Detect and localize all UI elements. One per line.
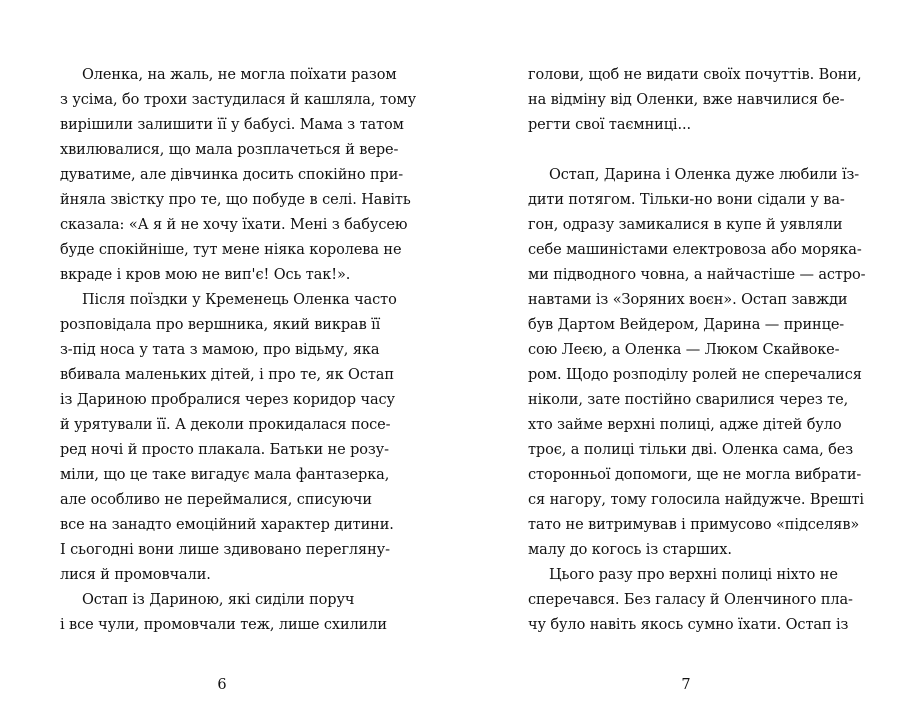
page-number: 7 xyxy=(681,677,691,693)
text-line: регти свої таємниці... xyxy=(528,117,691,133)
text-line: і все чули, промовчали теж, лише схилили xyxy=(60,617,387,633)
text-line: сперечався. Без галасу й Оленчиного пла- xyxy=(528,592,853,608)
text-line: сторонньої допомоги, ще не могла вибрати- xyxy=(528,467,862,483)
text-line: троє, а полиці тільки дві. Оленка сама, без xyxy=(528,442,854,458)
text-line: із Дариною пробралися через коридор часу xyxy=(60,392,395,408)
text-line: лися й промовчали. xyxy=(60,567,211,583)
text-line: вкраде і кров мою не вип'є! Ось так!». xyxy=(60,267,351,283)
text-line: сказала: «А я й не хочу їхати. Мені з бабусею xyxy=(60,217,408,233)
text-line: хто займе верхні полиці, адже дітей було xyxy=(528,417,842,433)
text-line: чу було навіть якось сумно їхати. Остап із xyxy=(528,617,849,633)
text-line: міли, що це таке вигадує мала фантазерка, xyxy=(60,467,390,483)
text-line: тато не витримував і примусово «підселяв» xyxy=(528,517,860,533)
text-line: ся нагору, тому голосила найдужче. Врешті xyxy=(528,492,864,508)
text-line: Остап із Дариною, які сиділи поруч xyxy=(82,592,355,608)
text-line: дуватиме, але дівчинка досить спокійно при- xyxy=(60,167,404,183)
page-number: 6 xyxy=(217,677,227,693)
text-line: йняла звістку про те, що побуде в селі. Навіть xyxy=(60,192,411,208)
text-line: був Дартом Вейдером, Дарина — принце- xyxy=(528,317,845,333)
text-line: розповідала про вершника, який викрав її xyxy=(60,317,381,333)
text-line: ред ночі й просто плакала. Батьки не розу- xyxy=(60,442,389,458)
text-line: але особливо не переймалися, списуючи xyxy=(60,492,372,508)
text-line: Цього разу про верхні полиці ніхто не xyxy=(549,567,838,583)
text-line: себе машиністами електровоза або моряка- xyxy=(528,242,862,258)
text-line: на відміну від Оленки, вже навчилися бе- xyxy=(528,92,845,108)
text-line: Після поїздки у Кременець Оленка часто xyxy=(82,292,397,308)
text-line: буде спокійніше, тут мене ніяка королева не xyxy=(60,242,402,258)
text-line: гон, одразу замикалися в купе й уявляли xyxy=(528,217,843,233)
text-line: вирішили залишити її у бабусі. Мама з татом xyxy=(60,117,404,133)
right-page xyxy=(454,0,908,721)
text-line: з усіма, бо трохи застудилася й кашляла, тому xyxy=(60,92,417,108)
text-line: ми підводного човна, а найчастіше — астро- xyxy=(528,267,866,283)
text-line: хвилювалися, що мала розплачеться й вере- xyxy=(60,142,399,158)
text-line: все на занадто емоційний характер дитини. xyxy=(60,517,394,533)
text-line: ніколи, зате постійно сварилися через те, xyxy=(528,392,849,408)
text-line: навтами із «Зоряних воєн». Остап завжди xyxy=(528,292,848,308)
text-line: І сьогодні вони лише здивовано перегляну- xyxy=(60,542,390,558)
text-line: дити потягом. Тільки-но вони сідали у ва- xyxy=(528,192,845,208)
text-line: сою Леєю, а Оленка — Люком Скайвоке- xyxy=(528,342,840,358)
text-line: ром. Щодо розподілу ролей не сперечалися xyxy=(528,367,862,383)
text-line: малу до когось із старших. xyxy=(528,542,732,558)
text-line: голови, щоб не видати своїх почуттів. Вони, xyxy=(528,67,862,83)
text-line: Оленка, на жаль, не могла поїхати разом xyxy=(82,67,397,83)
text-line: Остап, Дарина і Оленка дуже любили їз- xyxy=(549,167,860,183)
text-line: й урятували її. А деколи прокидалася посе- xyxy=(60,417,391,433)
text-line: вбивала маленьких дітей, і про те, як Остап xyxy=(60,367,394,383)
text-line: з-під носа у тата з мамою, про відьму, яка xyxy=(60,342,380,358)
